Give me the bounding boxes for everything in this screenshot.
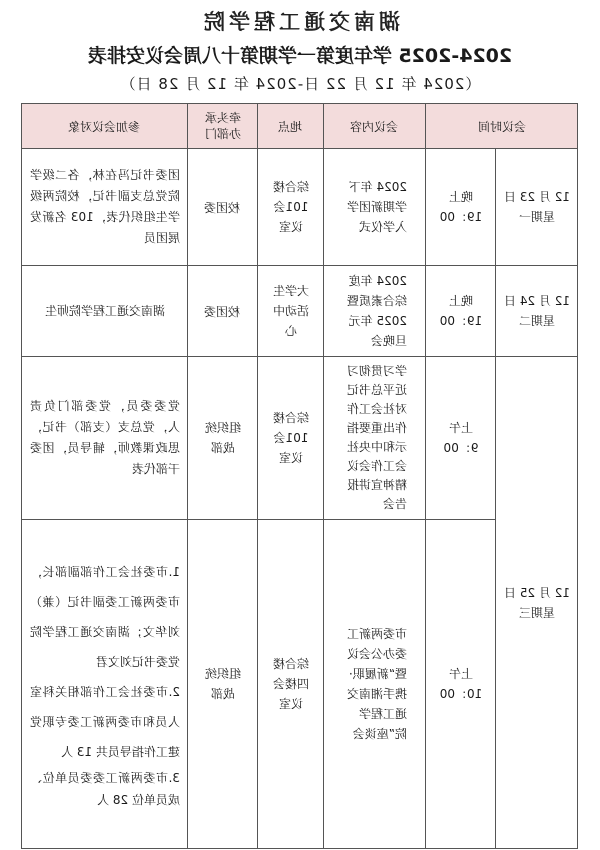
content-cell: 2024 年度综合素质暨2025 年元旦晚会: [324, 266, 426, 357]
table-row: [22, 266, 578, 357]
attendees-cell: [22, 520, 188, 849]
period-cell: 晚上 19：00: [426, 266, 496, 357]
attendee-item: 1.市委社会工作部副部长，市委两新工委副书记（兼）刘华文；湖南交通工程学院党委书记刘文君: [30, 565, 180, 669]
attendee-item: 2.市委社会工作部相关科室人员和市委两新工委专职党建工作指导员共 13 人: [30, 685, 180, 759]
header-location: 地点: [258, 104, 324, 149]
content-cell: 市委两新工委办公会议暨“新履职·携手湘南交通工程学院”座谈会: [324, 520, 426, 849]
attendees-cell: 团委书记冯在林，各二级学院党总支副书记，校院两级学生组织代表，103 名新发展团员: [22, 149, 188, 266]
date-cell: 12 月 24 日 星期二: [496, 266, 578, 357]
header-organizer: 牵头承办部门: [188, 104, 258, 149]
content-cell: 2024 年下学期新团学入学仪式: [324, 149, 426, 266]
table-row: [22, 357, 578, 520]
school-name: 湖南交通工程学院: [200, 9, 400, 34]
location-cell: 综合楼四楼会议室: [258, 520, 324, 849]
period-cell: 上午 9：00: [426, 357, 496, 520]
organizer-cell: 组织统战部: [188, 357, 258, 520]
attendees-cell: 党委委员，党委部门负责人，党总支（支部）书记，思政课教师，辅导员，团委干部代表: [22, 357, 188, 520]
attendee-item: 3.市委两新工委委员单位、成员单位 28 人: [30, 771, 180, 807]
date-cell: 12 月 25 日 星期三: [496, 357, 578, 849]
organizer-cell: 校团委: [188, 266, 258, 357]
page-title: 2024-2025 学年度第一学期第十八周会议安排表: [87, 45, 513, 67]
date-cell: 12 月 23 日 星期一: [496, 149, 578, 266]
content-cell: 学习贯彻习近平总书记对社会工作作出重要指示和中央社会工作会议精神宣讲报告会: [324, 357, 426, 520]
header-attendees: 参加会议对象: [22, 104, 188, 149]
meeting-schedule-table: [21, 103, 578, 849]
location-cell: 综合楼101会议室: [258, 357, 324, 520]
table-row: [22, 149, 578, 266]
date-range: （2024 年 12 月 22 日-2024 年 12 月 28 日）: [119, 75, 481, 93]
header-time: 会议时间: [426, 104, 578, 149]
table-header-row: [22, 104, 578, 149]
organizer-cell: 校团委: [188, 149, 258, 266]
period-cell: 晚上 19：00: [426, 149, 496, 266]
header-content: 会议内容: [324, 104, 426, 149]
period-cell: 上午 10：00: [426, 520, 496, 849]
location-cell: 大学生活动中心: [258, 266, 324, 357]
table-row: [22, 520, 578, 849]
location-cell: 综合楼101会议室: [258, 149, 324, 266]
organizer-cell: 组织统战部: [188, 520, 258, 849]
attendees-cell: 湖南交通工程学院师生: [22, 266, 188, 357]
